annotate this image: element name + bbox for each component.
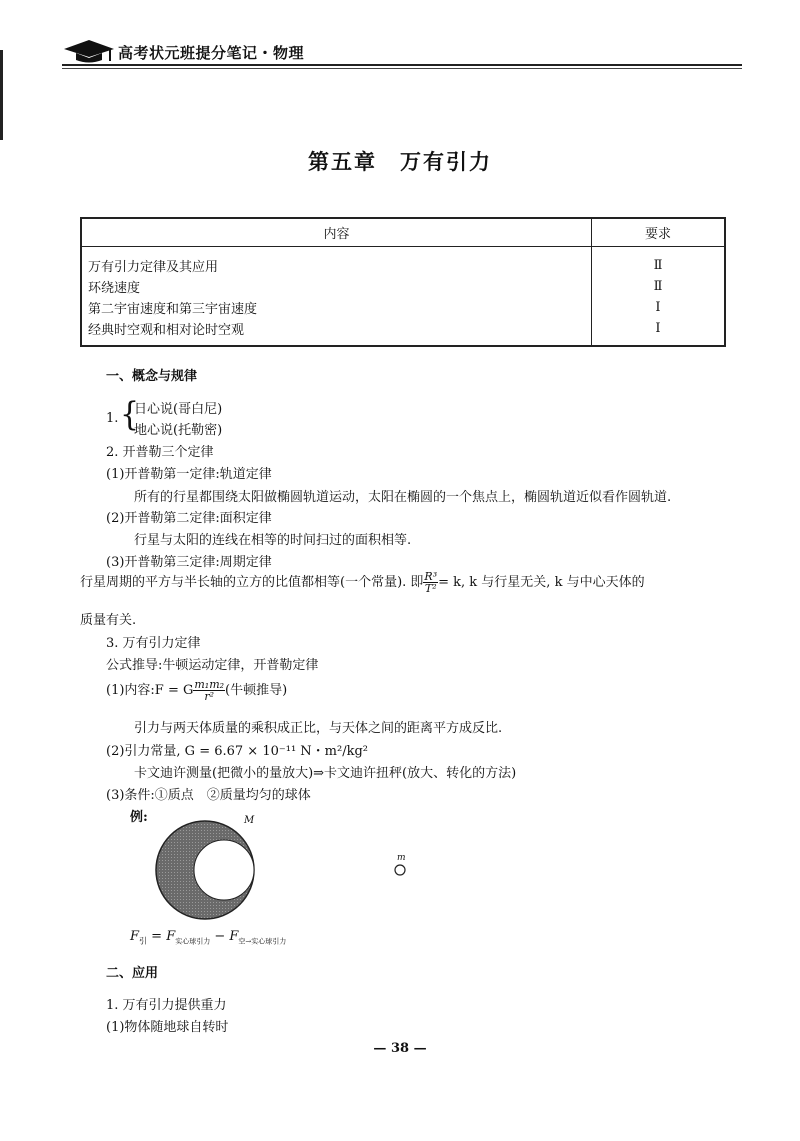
law-text: 质量有关. — [80, 613, 137, 628]
content-label: (1)内容:F = G — [106, 683, 194, 698]
table-cell-level: Ⅰ — [592, 318, 726, 346]
law3-text-b: = k, k 与行星无关, k 与中心天体的 — [438, 575, 645, 590]
conditions-text: (3)条件:①质点 ②质量均匀的球体 — [106, 788, 311, 803]
formula-line — [106, 679, 287, 702]
table-header-row — [81, 218, 725, 247]
section-heading: 二、应用 — [106, 966, 159, 981]
ratio-fraction: $\frac{\text{R³}}{\text{T²}}$ — [424, 570, 438, 595]
hollow-sphere-diagram — [150, 812, 420, 930]
binding-edge — [0, 50, 3, 140]
table-cell-content: 经典时空观和相对论时空观 — [81, 318, 592, 346]
example-label: 例: — [130, 810, 148, 825]
law-title: (1)开普勒第一定律:轨道定律 — [106, 467, 272, 482]
geocentric-text: 地心说(托勒密) — [134, 423, 223, 438]
header-rule-thin — [62, 68, 742, 69]
small-mass — [395, 865, 405, 875]
table-row — [81, 247, 725, 277]
chapter-title: 第五章 万有引力 — [308, 149, 492, 174]
page-number: — 38 — — [373, 1041, 427, 1056]
item-number: 1. — [106, 411, 119, 426]
law3-text-a: 行星周期的平方与半长轴的立方的比值都相等(一个常量). 即 — [80, 575, 424, 590]
cavity — [194, 840, 254, 900]
law-title: (2)开普勒第二定律:面积定律 — [106, 511, 272, 526]
label-big-mass: M — [244, 815, 255, 826]
table-cell-content: 环绕速度 — [81, 276, 592, 297]
table-row — [81, 318, 725, 346]
derivation-text: 公式推导:牛顿运动定律，开普勒定律 — [106, 658, 319, 673]
column-header-level: 要求 — [592, 218, 726, 247]
table-cell-content: 万有引力定律及其应用 — [81, 247, 592, 277]
gravity-fraction: $\frac{\text{m₁m₂}}{\text{r²}}$ — [194, 678, 225, 703]
content-text: 引力与两天体质量的乘积成正比，与天体之间的距离平方成反比. — [134, 721, 503, 736]
table-cell-content: 第二宇宙速度和第三宇宙速度 — [81, 297, 592, 318]
book-title: 高考状元班提分笔记・物理 — [118, 44, 305, 62]
item-subheading: (1)物体随地球自转时 — [106, 1020, 229, 1035]
table-cell-level: Ⅱ — [592, 276, 726, 297]
header-rule — [62, 64, 742, 66]
constant-text: (2)引力常量, G = 6.67 × 10⁻¹¹ N・m²/kg² — [106, 744, 368, 759]
law-text: 所有的行星都围绕太阳做椭圆轨道运动，太阳在椭圆的一个焦点上，椭圆轨道近似看作圆轨道. — [134, 490, 672, 505]
item-heading: 1. 万有引力提供重力 — [106, 998, 227, 1013]
item-heading: 3. 万有引力定律 — [106, 636, 201, 651]
page-header — [62, 36, 742, 70]
content-note: (牛顿推导) — [225, 683, 288, 698]
cavendish-text: 卡文迪许测量(把微小的量放大)⇒卡文迪许扭秤(放大、转化的方法) — [134, 766, 517, 781]
table-row — [81, 276, 725, 297]
label-small-mass: m — [397, 853, 406, 863]
superposition-formula: $F_引 = F_{实心球引力} - F_{空\to 实心球引力}$ — [130, 929, 287, 946]
table-cell-level: Ⅰ — [592, 297, 726, 318]
table-row — [81, 297, 725, 318]
item-heading: 2. 开普勒三个定律 — [106, 445, 214, 460]
requirements-table — [80, 217, 726, 347]
law-title: (3)开普勒第三定律:周期定律 — [106, 555, 272, 570]
law-text: 行星与太阳的连线在相等的时间扫过的面积相等. — [134, 533, 412, 548]
heliocentric-text: 日心说(哥白尼) — [134, 402, 223, 417]
table-cell-level: Ⅱ — [592, 247, 726, 277]
column-header-content: 内容 — [81, 218, 592, 247]
law-text — [80, 571, 645, 594]
graduation-cap-icon — [62, 38, 116, 64]
section-heading: 一、概念与规律 — [106, 369, 198, 384]
brace-symbol: { — [120, 395, 140, 434]
